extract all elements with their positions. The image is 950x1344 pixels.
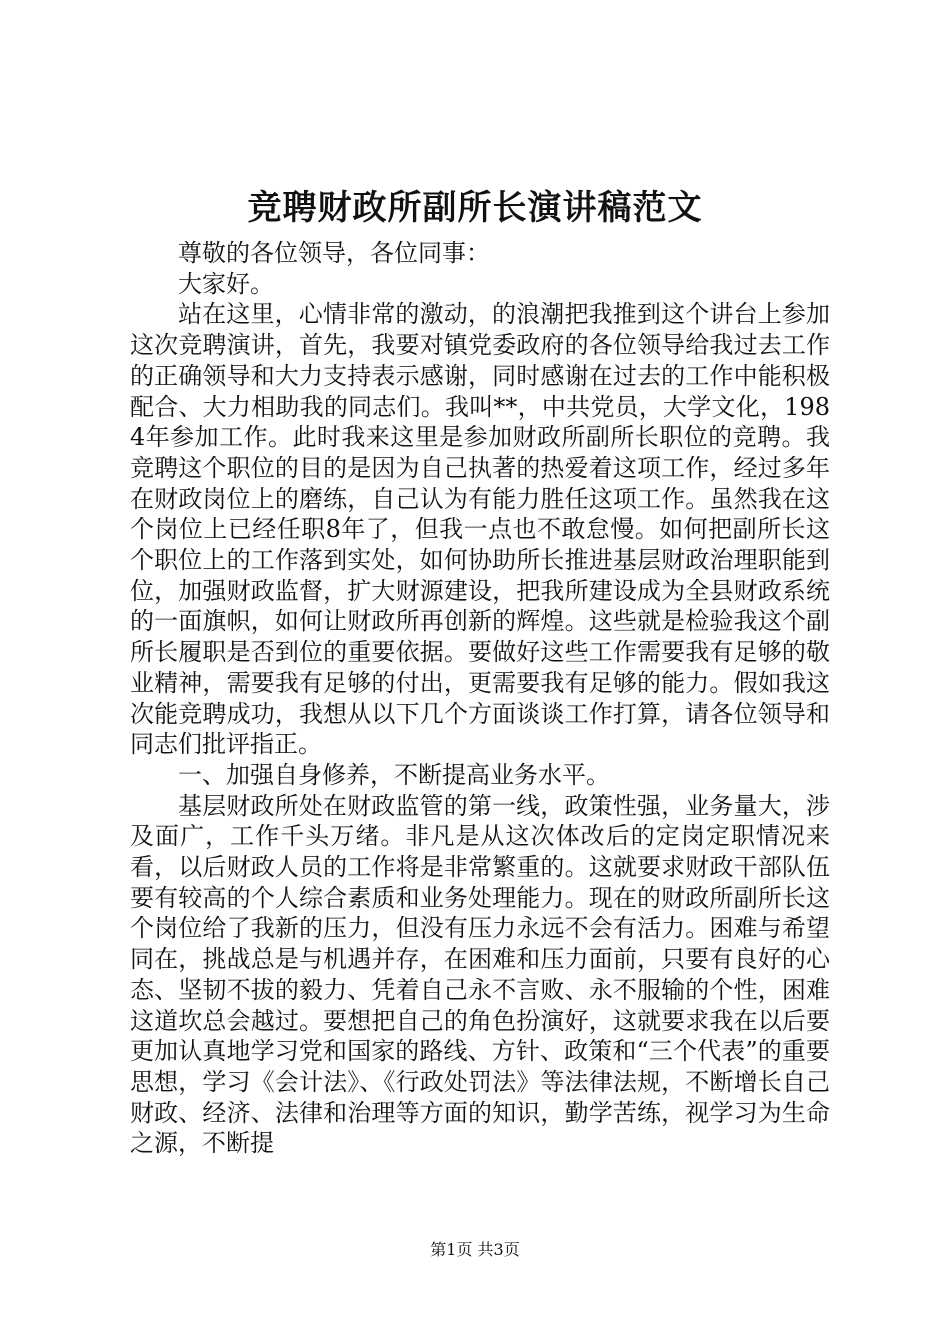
- page-footer: 第1页 共3页: [430, 1240, 520, 1259]
- section-1-paragraph: 基层财政所处在财政监管的第一线，政策性强，业务量大，涉及面广，工作千头万绪。非凡是从这次体改后的定岗定职情况来看，以后财政人员的工作将是非常繁重的。这就要求财政干部队伍要有较高的个人综合素质和业务处理能力。现在的财政所副所长这个岗位给了我新的压力，但没有压力永远不会有活力。困难与希望同在，挑战总是与机遇并存，在困难和压力面前，只要有良好的心态、坚韧不拔的毅力、凭着自己永不言败、永不服输的个性，困难这道坎总会越过。要想把自己的角色扮演好，这就要求我在以后要更加认真地学习党和国家的路线、方针、政策和“三个代表”的重要思想，学习《会计法》、《行政处罚法》等法律法规，不断增长自己财政、经济、法律和治理等方面的知识，勤学苦练，视学习为生命之源，不断提: [130, 791, 830, 1158]
- salutation-paragraph: 尊敬的各位领导，各位同事：: [178, 239, 490, 267]
- introduction-paragraph: 站在这里，心情非常的激动，的浪潮把我推到这个讲台上参加这次竞聘演讲，首先，我要对镇党委政府的各位领导给我过去工作的正确领导和大力支持表示感谢，同时感谢在过去的工作中能积极配合、大力相助我的同志们。我叫**，中共党员，大学文化，1984年参加工作。此时我来这里是参加财政所副所长职位的竞聘。我竞聘这个职位的目的是因为自己执著的热爱着这项工作，经过多年在财政岗位上的磨练，自己认为有能力胜任这项工作。虽然我在这个岗位上已经任职8年了，但我一点也不敢怠慢。如何把副所长这个职位上的工作落到实处，如何协助所长推进基层财政治理职能到位，加强财政监督，扩大财源建设，把我所建设成为全县财政系统的一面旗帜，如何让财政所再创新的辉煌。这些就是检验我这个副所长履职是否到位的重要依据。要做好这些工作需要我有足够的敬业精神，需要我有足够的付出，更需要我有足够的能力。假如我这次能竞聘成功，我想从以下几个方面谈谈工作打算，请各位领导和同志们批评指正。: [130, 300, 830, 759]
- document-body: [130, 238, 830, 1159]
- section-heading-1: 一、加强自身修养，不断提高业务水平。: [178, 760, 610, 789]
- greeting-paragraph: 大家好。: [178, 269, 274, 298]
- document-title: 竞聘财政所副所长演讲稿范文: [247, 188, 703, 228]
